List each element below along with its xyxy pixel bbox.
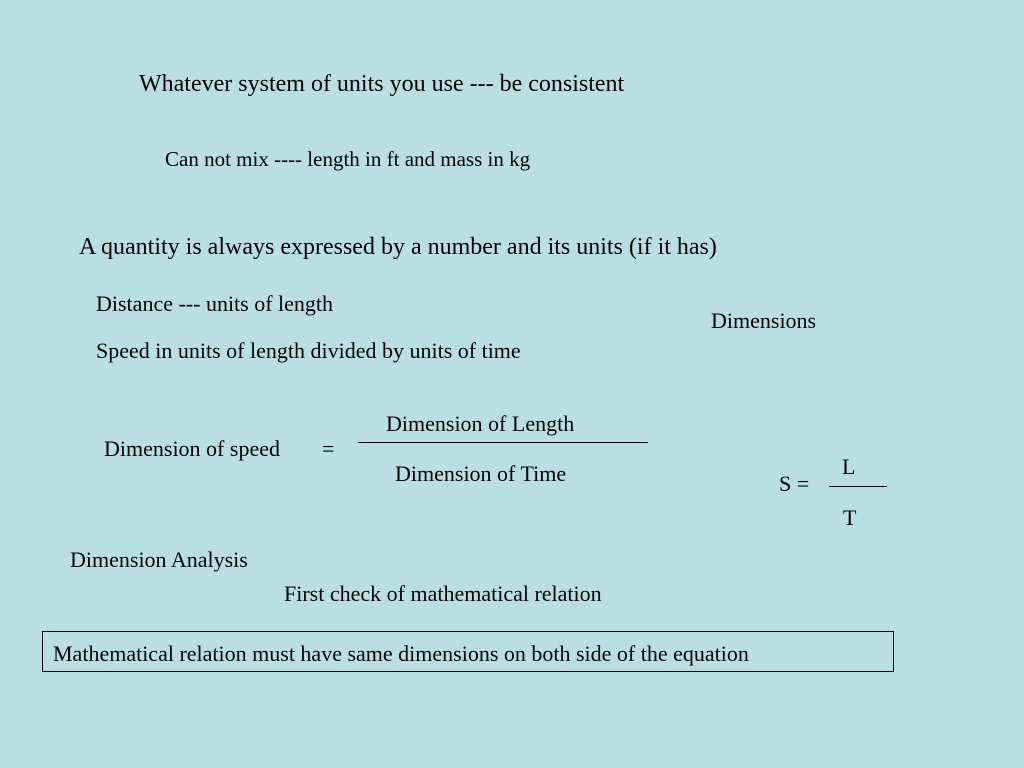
speed-formula-lhs: S = bbox=[779, 471, 810, 496]
speed-formula-numerator: L bbox=[842, 454, 856, 479]
heading-text: Whatever system of units you use --- be consistent bbox=[139, 71, 625, 97]
speed-formula-bar bbox=[829, 486, 887, 487]
dimension-analysis-label: Dimension Analysis bbox=[70, 547, 248, 572]
dimension-denominator: Dimension of Time bbox=[395, 461, 567, 486]
distance-line: Distance --- units of length bbox=[96, 291, 334, 316]
quantity-statement: A quantity is always expressed by a number and its units (if it has) bbox=[79, 234, 717, 260]
speed-formula-denominator: T bbox=[843, 505, 857, 530]
dimensions-label: Dimensions bbox=[711, 308, 817, 333]
dimension-of-speed-equals: = bbox=[322, 436, 335, 461]
dimension-numerator: Dimension of Length bbox=[386, 411, 575, 436]
dimension-of-speed-lhs: Dimension of speed bbox=[104, 436, 280, 461]
first-check-text: First check of mathematical relation bbox=[284, 581, 602, 606]
boxed-rule-text: Mathematical relation must have same dimensions on both side of the equation bbox=[53, 641, 749, 666]
no-mix-text: Can not mix ---- length in ft and mass in kg bbox=[165, 147, 531, 171]
speed-line: Speed in units of length divided by units of time bbox=[96, 338, 521, 363]
fraction-bar bbox=[358, 442, 648, 443]
